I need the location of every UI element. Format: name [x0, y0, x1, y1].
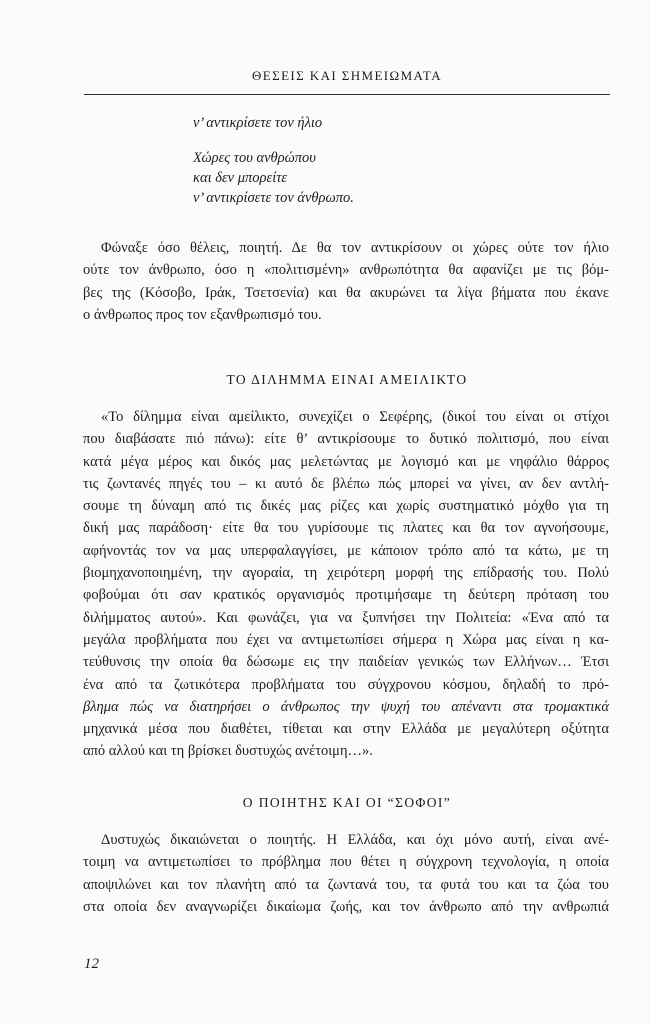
stanza-gap [193, 133, 354, 148]
text-line: τεύθυνσις την οποία θα δώσωμε εις την παιδείαν γενικώς των Ελλήνων… Έτσι [83, 654, 609, 671]
italic-text-line: βλημα πώς να διατηρήσει ο άνθρωπος την ψυχή του απέναντι στα τρομακτικά [83, 698, 609, 715]
text-line: Δυστυχώς δικαιώνεται ο ποιητής. Η Ελλάδα, και όχι μόνο αυτή, είναι ανέ- [101, 832, 609, 848]
section-heading: Ο ΠΟΙΗΤΗΣ ΚΑΙ ΟΙ “ΣΟΦΟΙ” [242, 795, 452, 810]
text-line: βες της (Κόσοβο, Ιράκ, Τσετσενία) και θα ακυρώνει τα λίγα βήματα που έκανε [83, 284, 609, 301]
text-line: στα οποία δεν αναγνωρίζει δικαίωμα ζωής, και τον άνθρωπο από την ανθρωπιά [83, 898, 609, 915]
poem-excerpt [193, 113, 354, 208]
paragraph-2 [83, 406, 609, 763]
poem-line: Χώρες του ανθρώπου [193, 150, 316, 166]
poem-line: ν’ αντικρίσετε τον ήλιο [193, 115, 323, 131]
header-rule [84, 94, 610, 95]
text-line: «Το δίλημμα είναι αμείλικτο, συνεχίζει ο Σεφέρης, (δικοί του είναι οι στίχοι [101, 409, 609, 425]
text-line: τοιμη να αντιμετωπίσει το πρόβλημα που θέτει η σύγχρονη τεχνολογία, η οποία [83, 854, 609, 871]
paragraph-1 [83, 237, 609, 326]
text-line: μηχανικά μέσα που διαθέτει, τίθεται και στην Ελλάδα με μεγαλύτερη οξύτητα [83, 721, 609, 738]
text-line: διλήμματος αυτού». Και φωνάζει, για να ξυπνήσει την Πολιτεία: «Ένα από τα [83, 609, 609, 626]
text-line: βιομηχανοποιημένη, την αγοραία, τη χειρότερη μορφή της επίδρασής του. Πολύ [83, 565, 609, 582]
text-line: σουμε τη δύναμη από τις δικές μας ρίζες και χωρίς συστηματικό μόχθο για τη [83, 498, 609, 515]
text-line: μεγάλα προβλήματα που έχει να αντιμετωπίσει σήμερα η Χώρα μας είναι η κα- [83, 631, 609, 648]
text-line: τις ζωντανές πηγές του – κι αυτό δε βλέπω πώς μπορεί να γίνει, αν δεν αντλή- [83, 475, 609, 492]
text-line: ούτε τον άνθρωπο, όσο η «πολιτισμένη» ανθρωπότητα θα αφανίζει με τις βόμ- [83, 262, 609, 279]
running-head: ΘΕΣΕΙΣ ΚΑΙ ΣΗΜΕΙΩΜΑΤΑ [252, 68, 442, 83]
text-line: ο άνθρωπος προς τον εξανθρωπισμό του. [83, 306, 322, 323]
section-heading: ΤΟ ΔΙΛΗΜΜΑ ΕΙΝΑΙ ΑΜΕΙΛΙΚΤΟ [226, 372, 468, 387]
poem-line: ν’ αντικρίσετε τον άνθρωπο. [193, 190, 354, 206]
text-line: ένα από τα ζωτικότερα προβλήματα του σύγχρονου κόσμου, δηλαδή το πρό- [83, 676, 609, 693]
text-line: αφήνοντάς τον να μας υπερφαλαγγίσει, με κάποιον τρόπο από τα κάτω, με τη [83, 542, 609, 559]
poem-line: και δεν μπορείτε [193, 170, 288, 186]
text-line: φοβούμαι ότι σαν κρατικός οργανισμός προτιμήσαμε τη δεύτερη πρόταση του [83, 587, 609, 604]
page-number: 12 [84, 956, 99, 972]
paragraph-3 [83, 829, 609, 918]
text-line: αποψιλώνει και τον πλανήτη από τα ζωντανά του, τα φυτά του και τα ζώα του [83, 876, 609, 893]
text-line: κατά μέγα μέρος και δικός μας μελετώντας με λογισμό και με νηφάλιο θάρρος [83, 453, 609, 470]
text-line: Φώναξε όσο θέλεις, ποιητή. Δε θα τον αντικρίσουν οι χώρες ούτε τον ήλιο [101, 240, 609, 256]
text-line: από αλλού και τη βρίσκει δυστυχώς ανέτοιμη…». [83, 743, 373, 760]
text-line: που διαβάσατε πιό πάνω): είτε θ’ αντικρίσουμε το δυτικό πολιτισμό, που είναι [83, 431, 609, 448]
text-line: δική μας παράδοση· είτε θα του γυρίσουμε τις πλατες και θα τον αγνοήσουμε, [83, 520, 609, 537]
